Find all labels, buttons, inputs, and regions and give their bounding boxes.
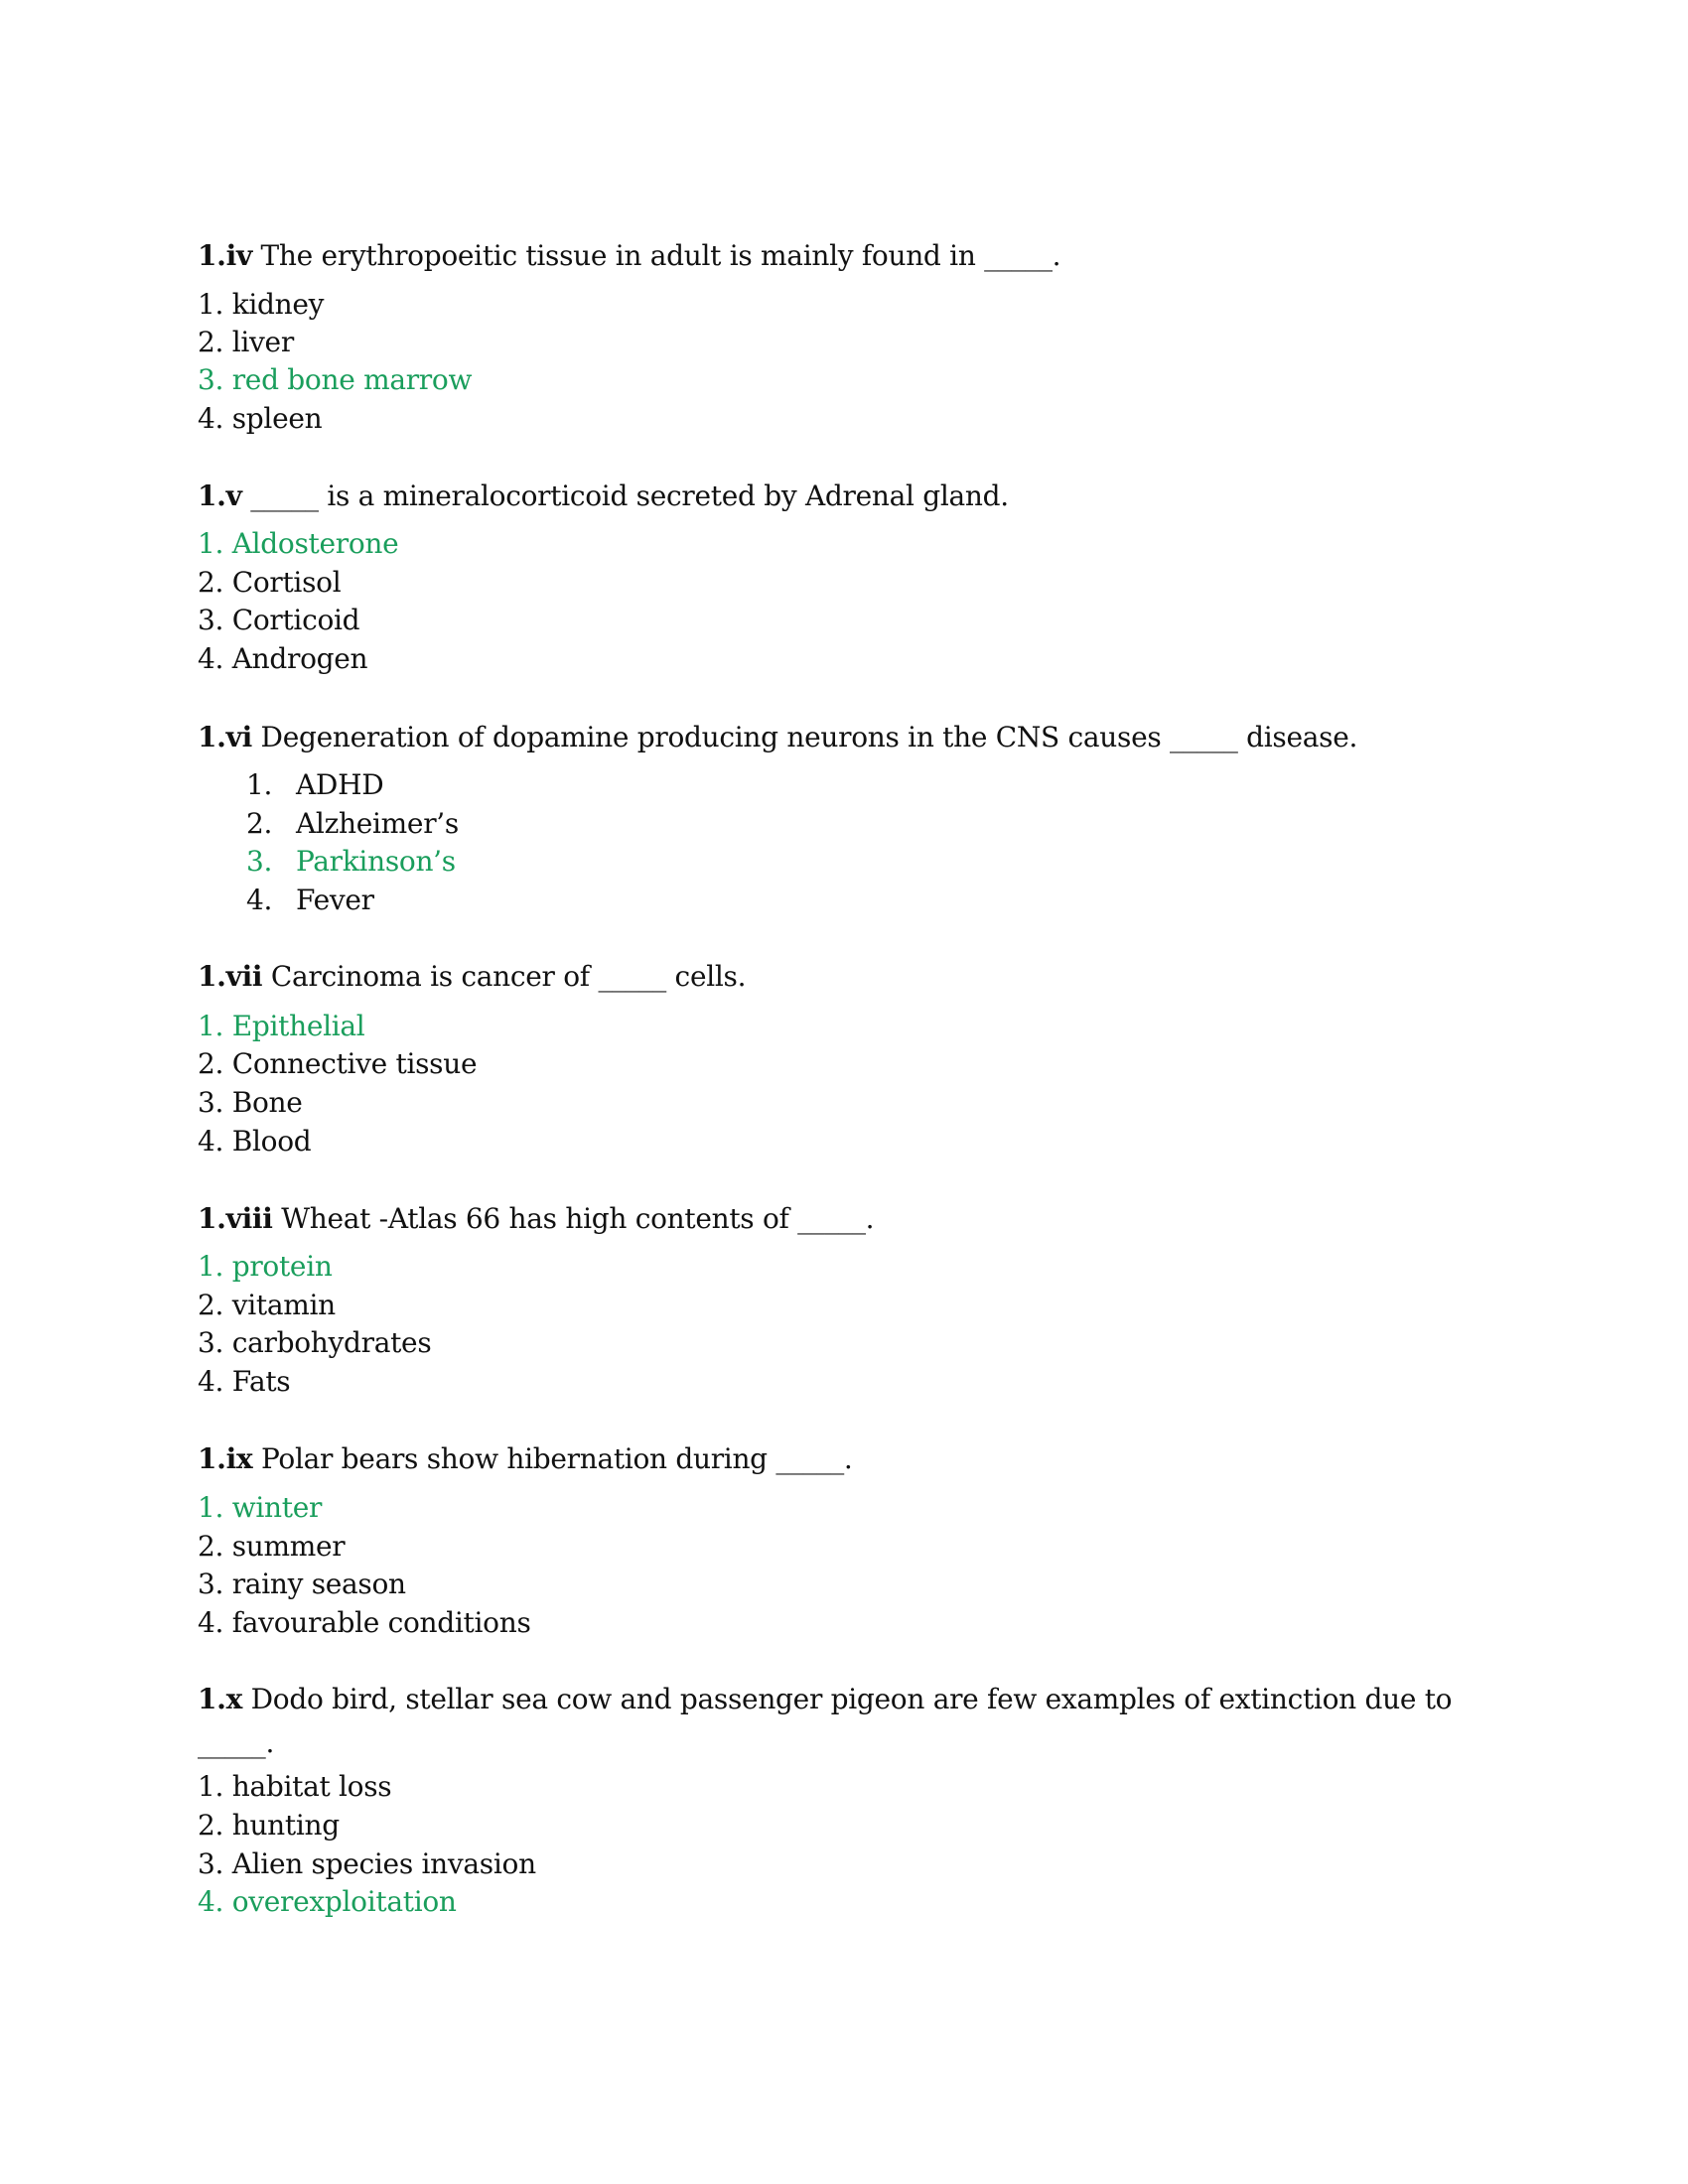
question-number: 1.v xyxy=(198,479,242,512)
option-correct: 4. overexploitation xyxy=(198,1885,457,1918)
question-text: Dodo bird, stellar sea cow and passenger pigeon are few examples of extinction due to xyxy=(250,1683,1453,1715)
option: 1. ADHD xyxy=(246,768,384,801)
question-1-x xyxy=(198,1682,1452,1717)
question-number: 1.vii xyxy=(198,960,263,993)
option-correct: 1. Aldosterone xyxy=(198,527,399,560)
question-1-vi xyxy=(198,720,1357,755)
question-text: _____ is a mineralocorticoid secreted by Adrenal gland. xyxy=(250,479,1009,512)
option: 4. Fats xyxy=(198,1365,291,1398)
option-correct: 3. Parkinson’s xyxy=(246,845,456,878)
question-number: 1.x xyxy=(198,1683,243,1715)
option: 1. habitat loss xyxy=(198,1770,392,1803)
option-correct: 3. red bone marrow xyxy=(198,363,473,396)
question-number: 1.ix xyxy=(198,1442,253,1475)
option: 3. Alien species invasion xyxy=(198,1847,536,1880)
option: 3. Corticoid xyxy=(198,604,360,636)
option: 4. favourable conditions xyxy=(198,1606,531,1639)
option: 2. Connective tissue xyxy=(198,1047,478,1080)
option: 2. hunting xyxy=(198,1809,340,1842)
option: 4. Androgen xyxy=(198,642,368,675)
question-text: The erythropoeitic tissue in adult is mainly found in _____. xyxy=(260,239,1061,272)
question-number: 1.iv xyxy=(198,239,252,272)
question-text: Degeneration of dopamine producing neurons in the CNS causes _____ disease. xyxy=(260,721,1358,753)
option: 3. Bone xyxy=(198,1086,303,1119)
option: 3. carbohydrates xyxy=(198,1326,432,1359)
option-correct: 1. protein xyxy=(198,1250,333,1283)
option: 4. Fever xyxy=(246,884,374,916)
question-1-ix xyxy=(198,1441,853,1477)
question-1-viii xyxy=(198,1201,874,1237)
question-1-iv xyxy=(198,238,1060,274)
option: 3. rainy season xyxy=(198,1568,406,1600)
question-text-continued: _____. xyxy=(198,1726,275,1759)
option: 2. liver xyxy=(198,326,294,358)
option: 4. Blood xyxy=(198,1125,312,1158)
option: 2. Alzheimer’s xyxy=(246,807,459,840)
question-1-v xyxy=(198,478,1009,514)
option: 2. Cortisol xyxy=(198,566,342,599)
question-number: 1.viii xyxy=(198,1202,273,1235)
question-text: Carcinoma is cancer of _____ cells. xyxy=(270,960,747,993)
option: 2. vitamin xyxy=(198,1289,336,1321)
question-text: Polar bears show hibernation during _____. xyxy=(260,1442,853,1475)
option-correct: 1. winter xyxy=(198,1491,323,1524)
question-text: Wheat -Atlas 66 has high contents of _____. xyxy=(281,1202,875,1235)
option: 4. spleen xyxy=(198,402,323,435)
option: 2. summer xyxy=(198,1530,346,1563)
option-correct: 1. Epithelial xyxy=(198,1010,365,1042)
question-number: 1.vi xyxy=(198,721,252,753)
option: 1. kidney xyxy=(198,288,325,321)
question-1-vii xyxy=(198,959,746,995)
